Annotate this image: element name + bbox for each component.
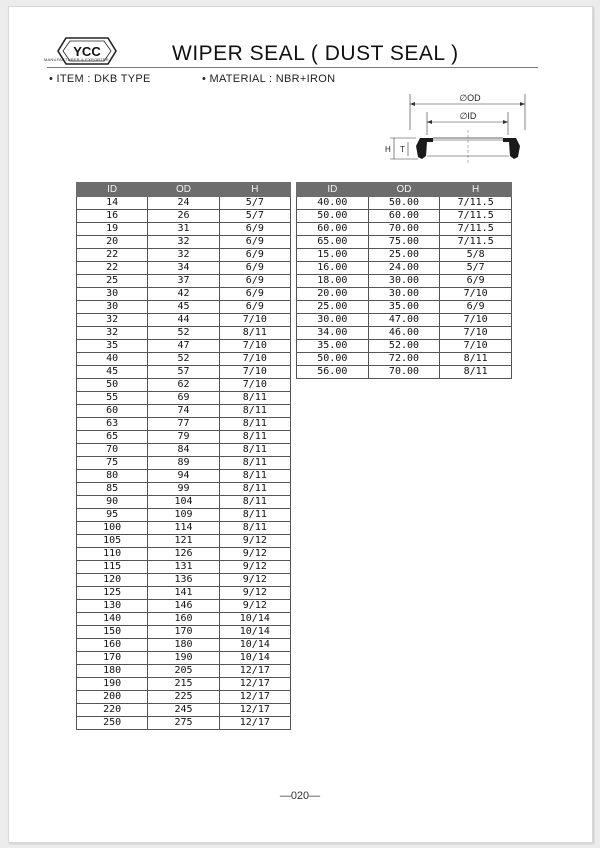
cell-id: 65 — [77, 431, 148, 444]
cell-od: 52 — [148, 353, 219, 366]
table-row — [297, 236, 512, 249]
cell-h: 6/9 — [440, 301, 512, 314]
cell-h: 7/10 — [440, 314, 512, 327]
cell-h: 8/11 — [219, 496, 290, 509]
table-row — [77, 678, 291, 691]
header-h: H — [440, 183, 512, 197]
cell-h: 9/12 — [219, 548, 290, 561]
cell-id: 60 — [77, 405, 148, 418]
cell-h: 7/10 — [219, 379, 290, 392]
cell-id: 32 — [77, 314, 148, 327]
cell-id: 150 — [77, 626, 148, 639]
cell-id: 220 — [77, 704, 148, 717]
cell-od: 160 — [148, 613, 219, 626]
cell-od: 77 — [148, 418, 219, 431]
cell-od: 89 — [148, 457, 219, 470]
cell-h: 6/9 — [219, 249, 290, 262]
od-label: ∅OD — [459, 93, 481, 103]
cell-od: 180 — [148, 639, 219, 652]
cell-id: 35 — [77, 340, 148, 353]
cell-od: 74 — [148, 405, 219, 418]
cell-h: 7/10 — [219, 314, 290, 327]
cell-id: 100 — [77, 522, 148, 535]
cell-h: 6/9 — [219, 288, 290, 301]
cell-id: 140 — [77, 613, 148, 626]
cell-id: 32 — [77, 327, 148, 340]
cell-h: 7/11.5 — [440, 236, 512, 249]
cell-id: 125 — [77, 587, 148, 600]
cell-id: 40 — [77, 353, 148, 366]
table-row — [77, 366, 291, 379]
cell-id: 25.00 — [297, 301, 369, 314]
logo-mark: YCC — [73, 44, 101, 59]
cell-od: 205 — [148, 665, 219, 678]
cell-h: 5/7 — [219, 197, 290, 210]
cell-id: 190 — [77, 678, 148, 691]
cell-od: 24.00 — [368, 262, 440, 275]
table-row — [297, 210, 512, 223]
material-spec: • MATERIAL : NBR+IRON — [202, 73, 336, 85]
cell-h: 9/12 — [219, 574, 290, 587]
cell-id: 50.00 — [297, 353, 369, 366]
table-row — [77, 652, 291, 665]
cell-h: 6/9 — [219, 262, 290, 275]
cell-id: 95 — [77, 509, 148, 522]
cell-h: 8/11 — [219, 431, 290, 444]
cell-h: 7/10 — [440, 327, 512, 340]
table-row — [297, 262, 512, 275]
header-od: OD — [148, 183, 219, 197]
cell-h: 8/11 — [219, 444, 290, 457]
cell-h: 6/9 — [440, 275, 512, 288]
id-label: ∅ID — [459, 111, 477, 121]
cell-h: 5/7 — [440, 262, 512, 275]
cell-h: 12/17 — [219, 704, 290, 717]
cell-od: 170 — [148, 626, 219, 639]
cell-od: 32 — [148, 249, 219, 262]
cell-h: 8/11 — [219, 327, 290, 340]
cell-id: 56.00 — [297, 366, 369, 379]
cell-od: 146 — [148, 600, 219, 613]
cell-h: 6/9 — [219, 275, 290, 288]
table-row — [77, 353, 291, 366]
table-row — [77, 587, 291, 600]
table-row — [77, 717, 291, 730]
cell-id: 15.00 — [297, 249, 369, 262]
table-row — [77, 262, 291, 275]
page-number: —020— — [279, 790, 321, 802]
table-row — [297, 288, 512, 301]
cell-h: 6/9 — [219, 236, 290, 249]
table-row — [77, 691, 291, 704]
cell-od: 70.00 — [368, 223, 440, 236]
cell-id: 55 — [77, 392, 148, 405]
cell-id: 16 — [77, 210, 148, 223]
cell-od: 99 — [148, 483, 219, 496]
cell-od: 30.00 — [368, 288, 440, 301]
table-row — [77, 509, 291, 522]
cell-h: 12/17 — [219, 691, 290, 704]
cell-h: 8/11 — [440, 353, 512, 366]
table-row — [77, 327, 291, 340]
table-row — [77, 626, 291, 639]
table-row — [77, 223, 291, 236]
table-row — [297, 327, 512, 340]
cell-id: 60.00 — [297, 223, 369, 236]
cell-od: 72.00 — [368, 353, 440, 366]
cell-od: 104 — [148, 496, 219, 509]
table-row — [297, 275, 512, 288]
cell-h: 10/14 — [219, 626, 290, 639]
cell-h: 6/9 — [219, 301, 290, 314]
cell-od: 24 — [148, 197, 219, 210]
table-row — [77, 405, 291, 418]
table-row — [77, 613, 291, 626]
cell-h: 7/10 — [440, 288, 512, 301]
cell-od: 126 — [148, 548, 219, 561]
table-row — [77, 340, 291, 353]
cell-od: 275 — [148, 717, 219, 730]
table-row — [77, 457, 291, 470]
cell-h: 5/8 — [440, 249, 512, 262]
cell-h: 9/12 — [219, 600, 290, 613]
cell-od: 45 — [148, 301, 219, 314]
table-row — [77, 431, 291, 444]
cell-od: 32 — [148, 236, 219, 249]
cell-h: 5/7 — [219, 210, 290, 223]
cell-h: 12/17 — [219, 678, 290, 691]
cell-od: 141 — [148, 587, 219, 600]
cell-id: 170 — [77, 652, 148, 665]
cell-id: 20.00 — [297, 288, 369, 301]
cell-h: 7/11.5 — [440, 197, 512, 210]
cell-h: 10/14 — [219, 652, 290, 665]
table-row — [297, 223, 512, 236]
cell-h: 8/11 — [219, 457, 290, 470]
cell-h: 7/10 — [219, 353, 290, 366]
cell-id: 22 — [77, 262, 148, 275]
cell-h: 10/14 — [219, 639, 290, 652]
t-label: T — [400, 145, 405, 154]
table-row — [77, 522, 291, 535]
cell-h: 7/11.5 — [440, 223, 512, 236]
cell-id: 50.00 — [297, 210, 369, 223]
cell-od: 94 — [148, 470, 219, 483]
item-spec: • ITEM : DKB TYPE — [49, 73, 151, 85]
cell-id: 110 — [77, 548, 148, 561]
cell-h: 8/11 — [219, 418, 290, 431]
cell-id: 90 — [77, 496, 148, 509]
table-row — [77, 600, 291, 613]
table-row — [77, 496, 291, 509]
table-row — [297, 249, 512, 262]
table-row — [77, 418, 291, 431]
cell-id: 200 — [77, 691, 148, 704]
cell-h: 9/12 — [219, 587, 290, 600]
cell-od: 215 — [148, 678, 219, 691]
cell-od: 35.00 — [368, 301, 440, 314]
seal-cross-section-diagram — [380, 90, 540, 170]
table-row — [77, 444, 291, 457]
logo-caption: MANUFACTURER & EXPORTER — [44, 57, 109, 62]
table-row — [77, 535, 291, 548]
table-row — [297, 301, 512, 314]
cell-od: 131 — [148, 561, 219, 574]
table-row — [297, 353, 512, 366]
cell-od: 60.00 — [368, 210, 440, 223]
size-table-left — [76, 182, 291, 730]
cell-h: 8/11 — [219, 483, 290, 496]
table-row — [77, 574, 291, 587]
cell-od: 52.00 — [368, 340, 440, 353]
header-id: ID — [297, 183, 369, 197]
cell-id: 50 — [77, 379, 148, 392]
cell-id: 130 — [77, 600, 148, 613]
table-row — [77, 483, 291, 496]
table-row — [77, 249, 291, 262]
table-row — [297, 314, 512, 327]
cell-od: 84 — [148, 444, 219, 457]
cell-od: 42 — [148, 288, 219, 301]
cell-h: 8/11 — [219, 522, 290, 535]
cell-id: 180 — [77, 665, 148, 678]
cell-h: 12/17 — [219, 665, 290, 678]
cell-id: 80 — [77, 470, 148, 483]
cell-id: 18.00 — [297, 275, 369, 288]
cell-od: 245 — [148, 704, 219, 717]
cell-od: 31 — [148, 223, 219, 236]
table-row — [77, 314, 291, 327]
cell-id: 85 — [77, 483, 148, 496]
table-row — [77, 210, 291, 223]
table-row — [297, 340, 512, 353]
cell-h: 10/14 — [219, 613, 290, 626]
cell-id: 65.00 — [297, 236, 369, 249]
table-row — [77, 392, 291, 405]
table-row — [297, 197, 512, 210]
cell-od: 44 — [148, 314, 219, 327]
cell-od: 52 — [148, 327, 219, 340]
cell-id: 22 — [77, 249, 148, 262]
header-od: OD — [368, 183, 440, 197]
cell-id: 70 — [77, 444, 148, 457]
title-divider — [47, 67, 538, 68]
cell-h: 8/11 — [219, 470, 290, 483]
cell-id: 20 — [77, 236, 148, 249]
cell-od: 37 — [148, 275, 219, 288]
table-row — [77, 379, 291, 392]
cell-id: 16.00 — [297, 262, 369, 275]
table-row — [77, 470, 291, 483]
page-title: WIPER SEAL ( DUST SEAL ) — [172, 42, 459, 65]
table-row — [77, 301, 291, 314]
cell-id: 75 — [77, 457, 148, 470]
cell-id: 30 — [77, 301, 148, 314]
cell-od: 190 — [148, 652, 219, 665]
h-label: H — [385, 145, 391, 154]
cell-od: 69 — [148, 392, 219, 405]
cell-od: 225 — [148, 691, 219, 704]
cell-od: 26 — [148, 210, 219, 223]
cell-id: 63 — [77, 418, 148, 431]
cell-h: 8/11 — [219, 392, 290, 405]
cell-id: 19 — [77, 223, 148, 236]
cell-h: 7/11.5 — [440, 210, 512, 223]
cell-od: 121 — [148, 535, 219, 548]
cell-od: 46.00 — [368, 327, 440, 340]
cell-h: 7/10 — [440, 340, 512, 353]
cell-id: 34.00 — [297, 327, 369, 340]
cell-id: 120 — [77, 574, 148, 587]
cell-id: 45 — [77, 366, 148, 379]
table-row — [77, 288, 291, 301]
table-row — [77, 704, 291, 717]
header-id: ID — [77, 183, 148, 197]
cell-od: 79 — [148, 431, 219, 444]
cell-od: 47.00 — [368, 314, 440, 327]
cell-h: 12/17 — [219, 717, 290, 730]
size-table-right — [296, 182, 512, 379]
table-row — [77, 548, 291, 561]
cell-od: 25.00 — [368, 249, 440, 262]
cell-id: 160 — [77, 639, 148, 652]
cell-od: 75.00 — [368, 236, 440, 249]
cell-od: 62 — [148, 379, 219, 392]
table-row — [77, 665, 291, 678]
cell-id: 250 — [77, 717, 148, 730]
table-row — [77, 236, 291, 249]
cell-h: 8/11 — [440, 366, 512, 379]
table-row — [77, 639, 291, 652]
cell-od: 136 — [148, 574, 219, 587]
cell-h: 6/9 — [219, 223, 290, 236]
cell-h: 7/10 — [219, 366, 290, 379]
cell-od: 30.00 — [368, 275, 440, 288]
cell-h: 9/12 — [219, 535, 290, 548]
cell-h: 8/11 — [219, 509, 290, 522]
table-row — [297, 366, 512, 379]
cell-h: 8/11 — [219, 405, 290, 418]
table-row — [77, 275, 291, 288]
cell-od: 70.00 — [368, 366, 440, 379]
cell-id: 40.00 — [297, 197, 369, 210]
cell-od: 34 — [148, 262, 219, 275]
cell-od: 109 — [148, 509, 219, 522]
cell-od: 57 — [148, 366, 219, 379]
cell-id: 30.00 — [297, 314, 369, 327]
header-h: H — [219, 183, 290, 197]
cell-id: 115 — [77, 561, 148, 574]
cell-id: 30 — [77, 288, 148, 301]
cell-h: 9/12 — [219, 561, 290, 574]
cell-h: 7/10 — [219, 340, 290, 353]
cell-id: 14 — [77, 197, 148, 210]
cell-od: 50.00 — [368, 197, 440, 210]
cell-od: 114 — [148, 522, 219, 535]
cell-id: 25 — [77, 275, 148, 288]
table-row — [77, 197, 291, 210]
cell-id: 35.00 — [297, 340, 369, 353]
table-row — [77, 561, 291, 574]
cell-od: 47 — [148, 340, 219, 353]
cell-id: 105 — [77, 535, 148, 548]
